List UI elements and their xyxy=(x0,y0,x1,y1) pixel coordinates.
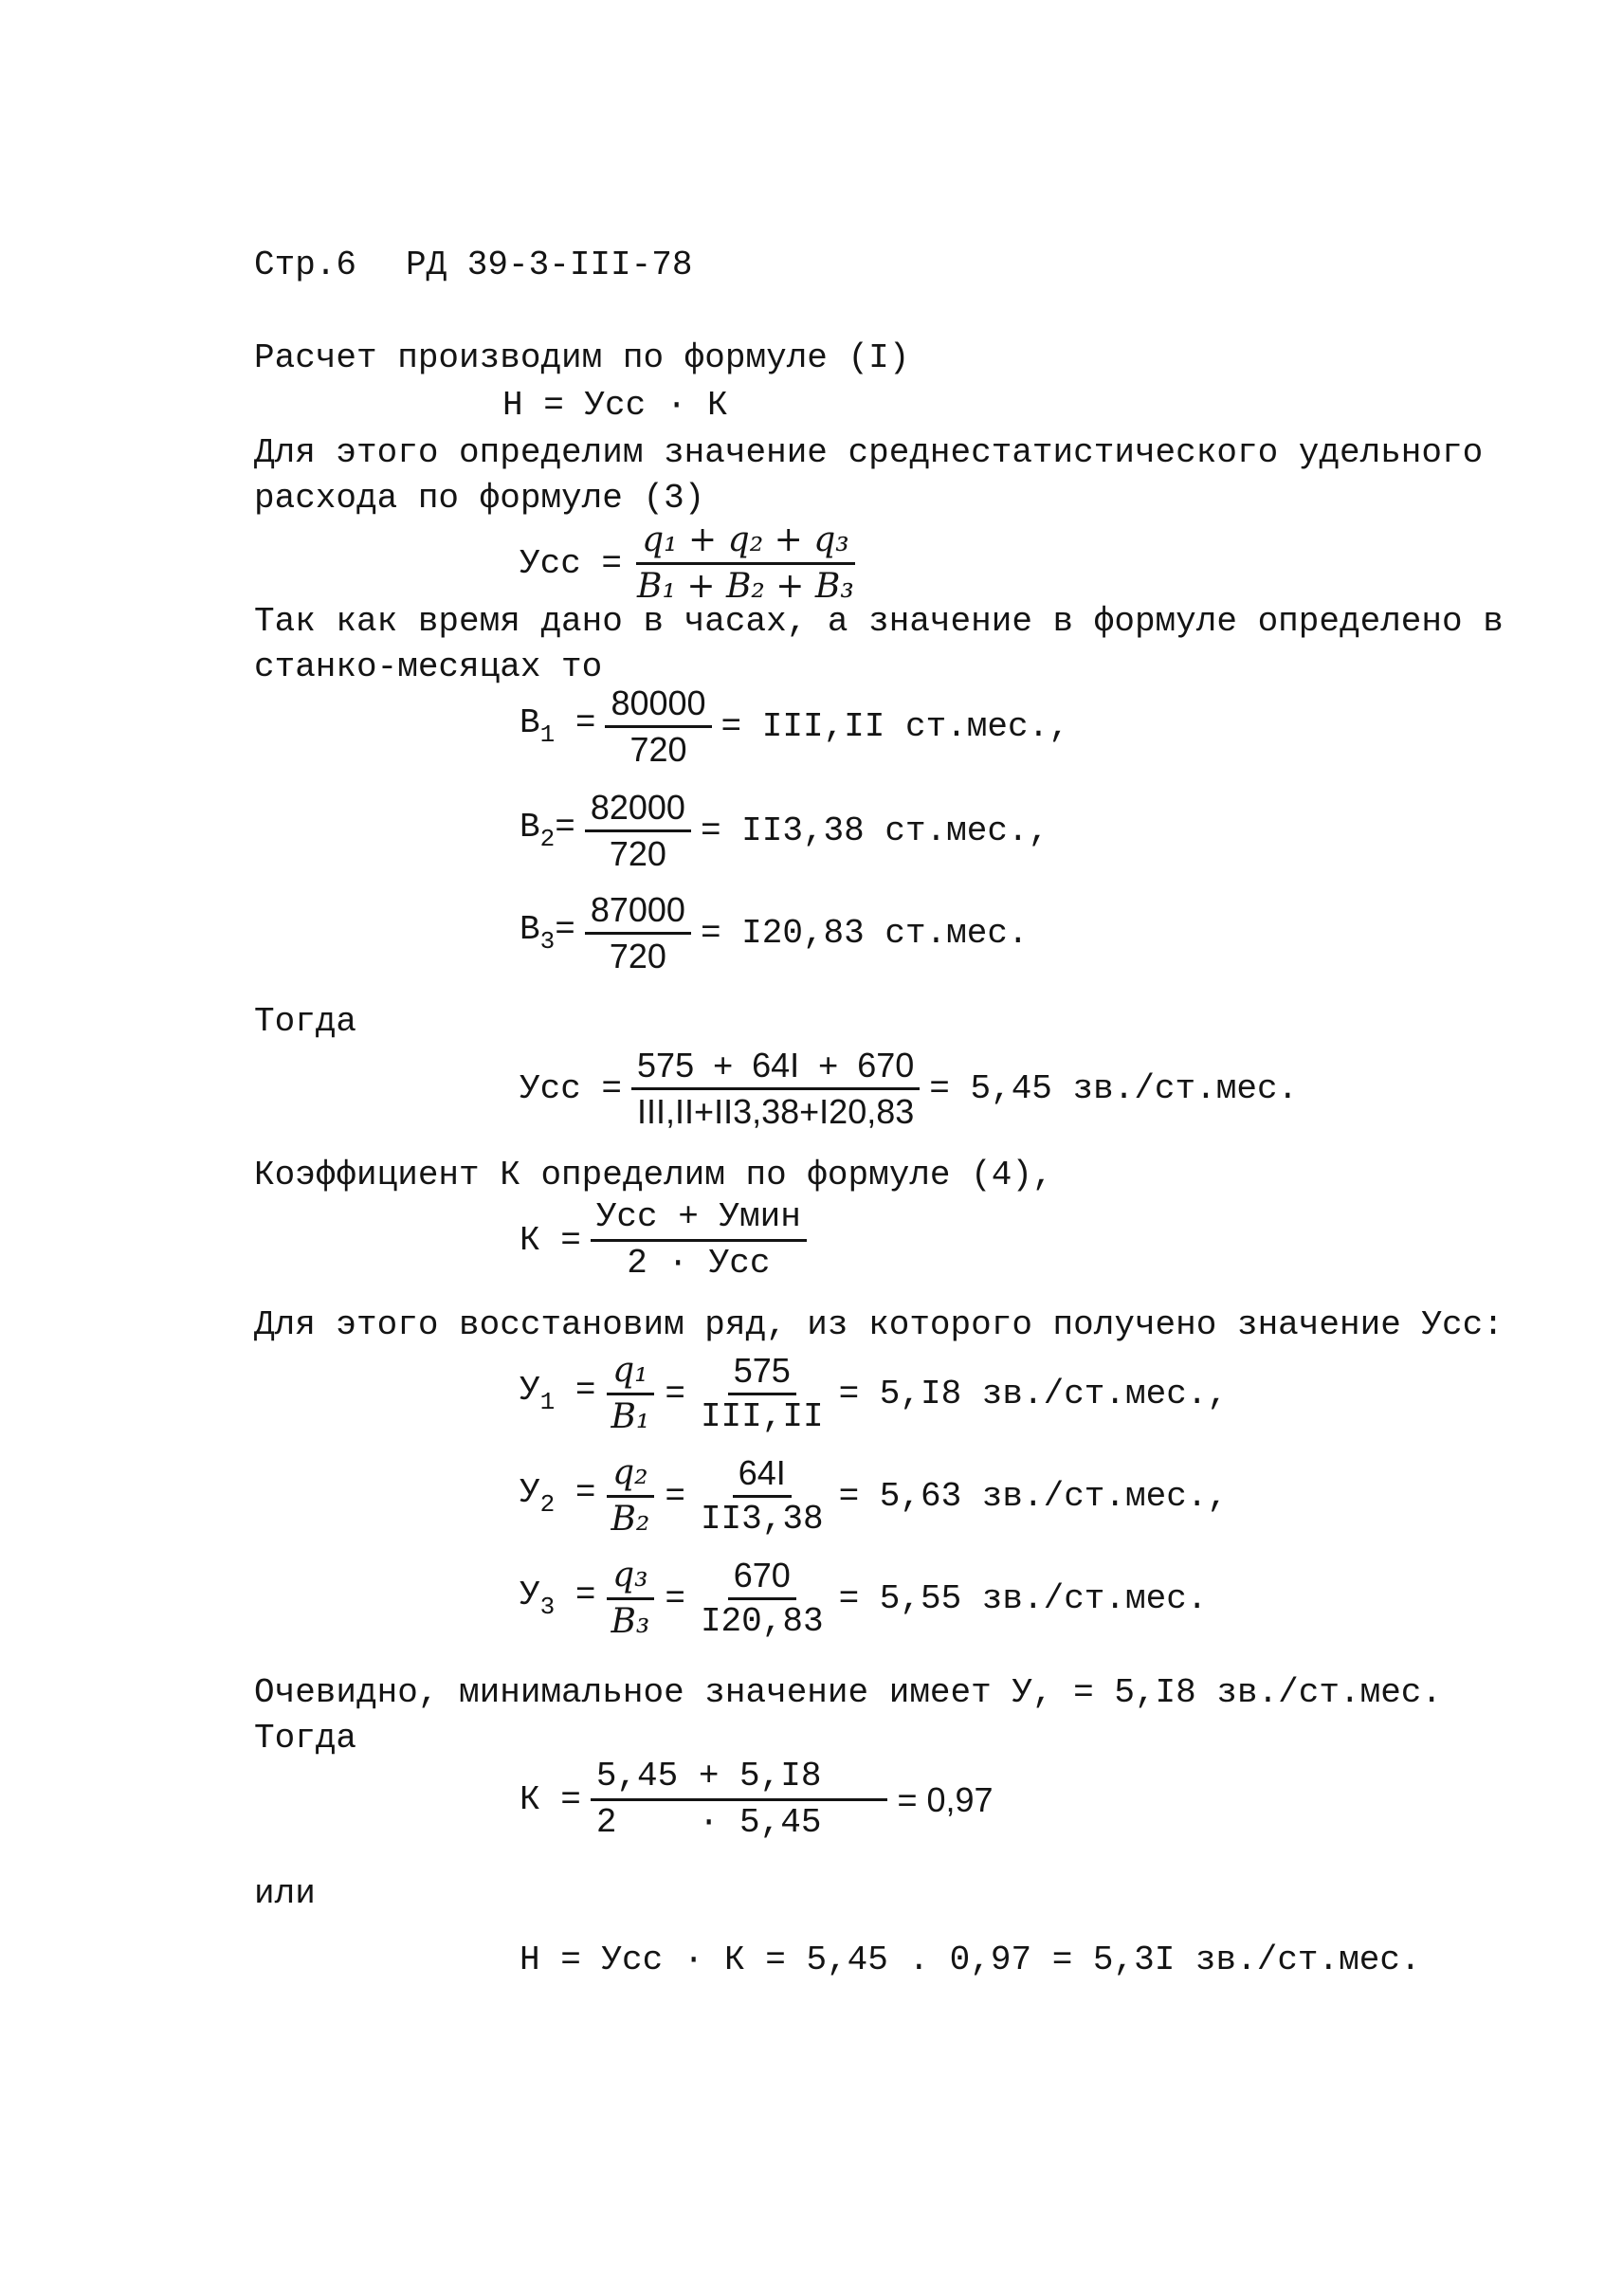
denominator: B₁ xyxy=(611,1397,650,1436)
formula-rhs: = II3,38 ст.мес., xyxy=(700,811,1049,850)
text-line: или xyxy=(254,1874,316,1913)
formula-ycc xyxy=(520,520,869,606)
text-line: расхода по формуле (3) xyxy=(254,479,705,518)
text-line: станко-месяцах то xyxy=(254,647,603,686)
formula-rhs: = 5,I8 зв./ст.мес., xyxy=(838,1374,1229,1413)
fraction xyxy=(591,1759,888,1840)
formula-lhs: $B_2=$ xyxy=(520,808,575,853)
denominator: III,II xyxy=(700,1397,824,1436)
formula-rhs: = III,II ст.мес., xyxy=(720,706,1069,746)
formula-b2 xyxy=(520,788,1049,873)
fraction xyxy=(605,683,711,769)
formula-b1 xyxy=(520,683,1069,769)
formula-rhs: = I20,83 ст.мес. xyxy=(700,913,1029,953)
denominator: 720 xyxy=(609,834,666,873)
equals-sign: = xyxy=(665,1578,685,1618)
fraction xyxy=(585,890,691,975)
denominator: B₃ xyxy=(611,1602,650,1641)
denominator: B₂ xyxy=(611,1500,650,1539)
formula-lhs: Усс = xyxy=(520,543,623,583)
denominator: II3,38 xyxy=(700,1500,824,1539)
numerator: 80000 xyxy=(605,686,711,728)
text-line: Тогда xyxy=(254,1002,357,1041)
denominator: 720 xyxy=(629,730,687,769)
numerator: 575 xyxy=(728,1354,796,1395)
numerator: 64I xyxy=(733,1456,792,1498)
text-line: Так как время дано в часах, а значение в формуле определено в xyxy=(254,602,1504,641)
numerator: 82000 xyxy=(585,791,691,832)
formula-lhs: $У_1$ = xyxy=(520,1371,596,1416)
denominator: 2 · Усс xyxy=(627,1244,771,1283)
numerator: q₃ xyxy=(607,1558,653,1600)
formula-lhs: К = xyxy=(520,1779,581,1819)
formula-b3 xyxy=(520,890,1029,975)
text-line: Расчет производим по формуле (I) xyxy=(254,338,910,377)
denominator: B₁ + B₂ + B₃ xyxy=(637,567,854,606)
fraction xyxy=(605,1351,655,1436)
numerator: 5,45 + 5,I8 xyxy=(591,1759,888,1801)
formula-final: Н = Усс · К = 5,45 . 0,97 = 5,3I зв./ст.мес. xyxy=(520,1941,1421,1979)
numerator: q₂ xyxy=(607,1456,653,1498)
formula-ycc-value xyxy=(520,1048,1298,1129)
denominator: I20,83 xyxy=(700,1602,824,1641)
fraction xyxy=(605,1558,655,1639)
fraction xyxy=(591,1197,807,1283)
equals-sign: = xyxy=(665,1374,685,1413)
formula-lhs: $У_2$ = xyxy=(520,1473,596,1519)
fraction xyxy=(631,1048,920,1129)
fraction xyxy=(585,788,691,873)
formula-rhs: = 0,97 xyxy=(897,1779,994,1819)
denominator: 2 · 5,45 xyxy=(595,1803,822,1842)
formula-rhs: = 5,63 зв./ст.мес., xyxy=(838,1476,1229,1516)
numerator: 575 + 64I + 670 xyxy=(631,1048,920,1090)
formula-lhs: $B_1$ = xyxy=(520,703,596,749)
numerator: 87000 xyxy=(585,893,691,935)
document-code: РД 39-3-III-78 xyxy=(406,246,693,284)
denominator: 720 xyxy=(609,937,666,975)
text-line: Для этого восстановим ряд, из которого получено значение Усс: xyxy=(254,1305,1504,1344)
fraction xyxy=(695,1453,830,1539)
numerator: Усс + Умин xyxy=(591,1200,807,1242)
formula-lhs: $У_3$ = xyxy=(520,1576,596,1621)
formula-h: Н = Усс · К xyxy=(502,386,728,425)
text-line: Коэффициент К определим по формуле (4), xyxy=(254,1156,1053,1194)
formula-rhs: = 5,55 зв./ст.мес. xyxy=(838,1578,1208,1618)
fraction xyxy=(631,520,860,606)
page-number: Стр.6 xyxy=(254,246,357,284)
numerator: 670 xyxy=(728,1558,796,1600)
text-line: Тогда xyxy=(254,1719,357,1758)
formula-k xyxy=(520,1197,816,1283)
formula-lhs: $B_3=$ xyxy=(520,910,575,956)
denominator: III,II+II3,38+I20,83 xyxy=(637,1092,915,1131)
formula-rhs: = 5,45 зв./ст.мес. xyxy=(929,1068,1299,1108)
formula-lhs: Усс = xyxy=(520,1068,623,1108)
text-line: Очевидно, минимальное значение имеет У, = 5,I8 зв./ст.мес. xyxy=(254,1673,1443,1712)
formula-y2 xyxy=(520,1453,1229,1539)
formula-y3 xyxy=(520,1558,1207,1639)
fraction xyxy=(695,1558,830,1639)
numerator: q₁ + q₂ + q₃ xyxy=(636,523,855,565)
formula-k-value xyxy=(520,1759,994,1840)
formula-y1 xyxy=(520,1351,1229,1436)
numerator: q₁ xyxy=(607,1354,653,1395)
equals-sign: = xyxy=(665,1476,685,1516)
fraction xyxy=(605,1453,655,1539)
text-line: Для этого определим значение среднестатистического удельного xyxy=(254,433,1484,472)
formula-lhs: К = xyxy=(520,1220,581,1260)
fraction xyxy=(695,1351,830,1436)
